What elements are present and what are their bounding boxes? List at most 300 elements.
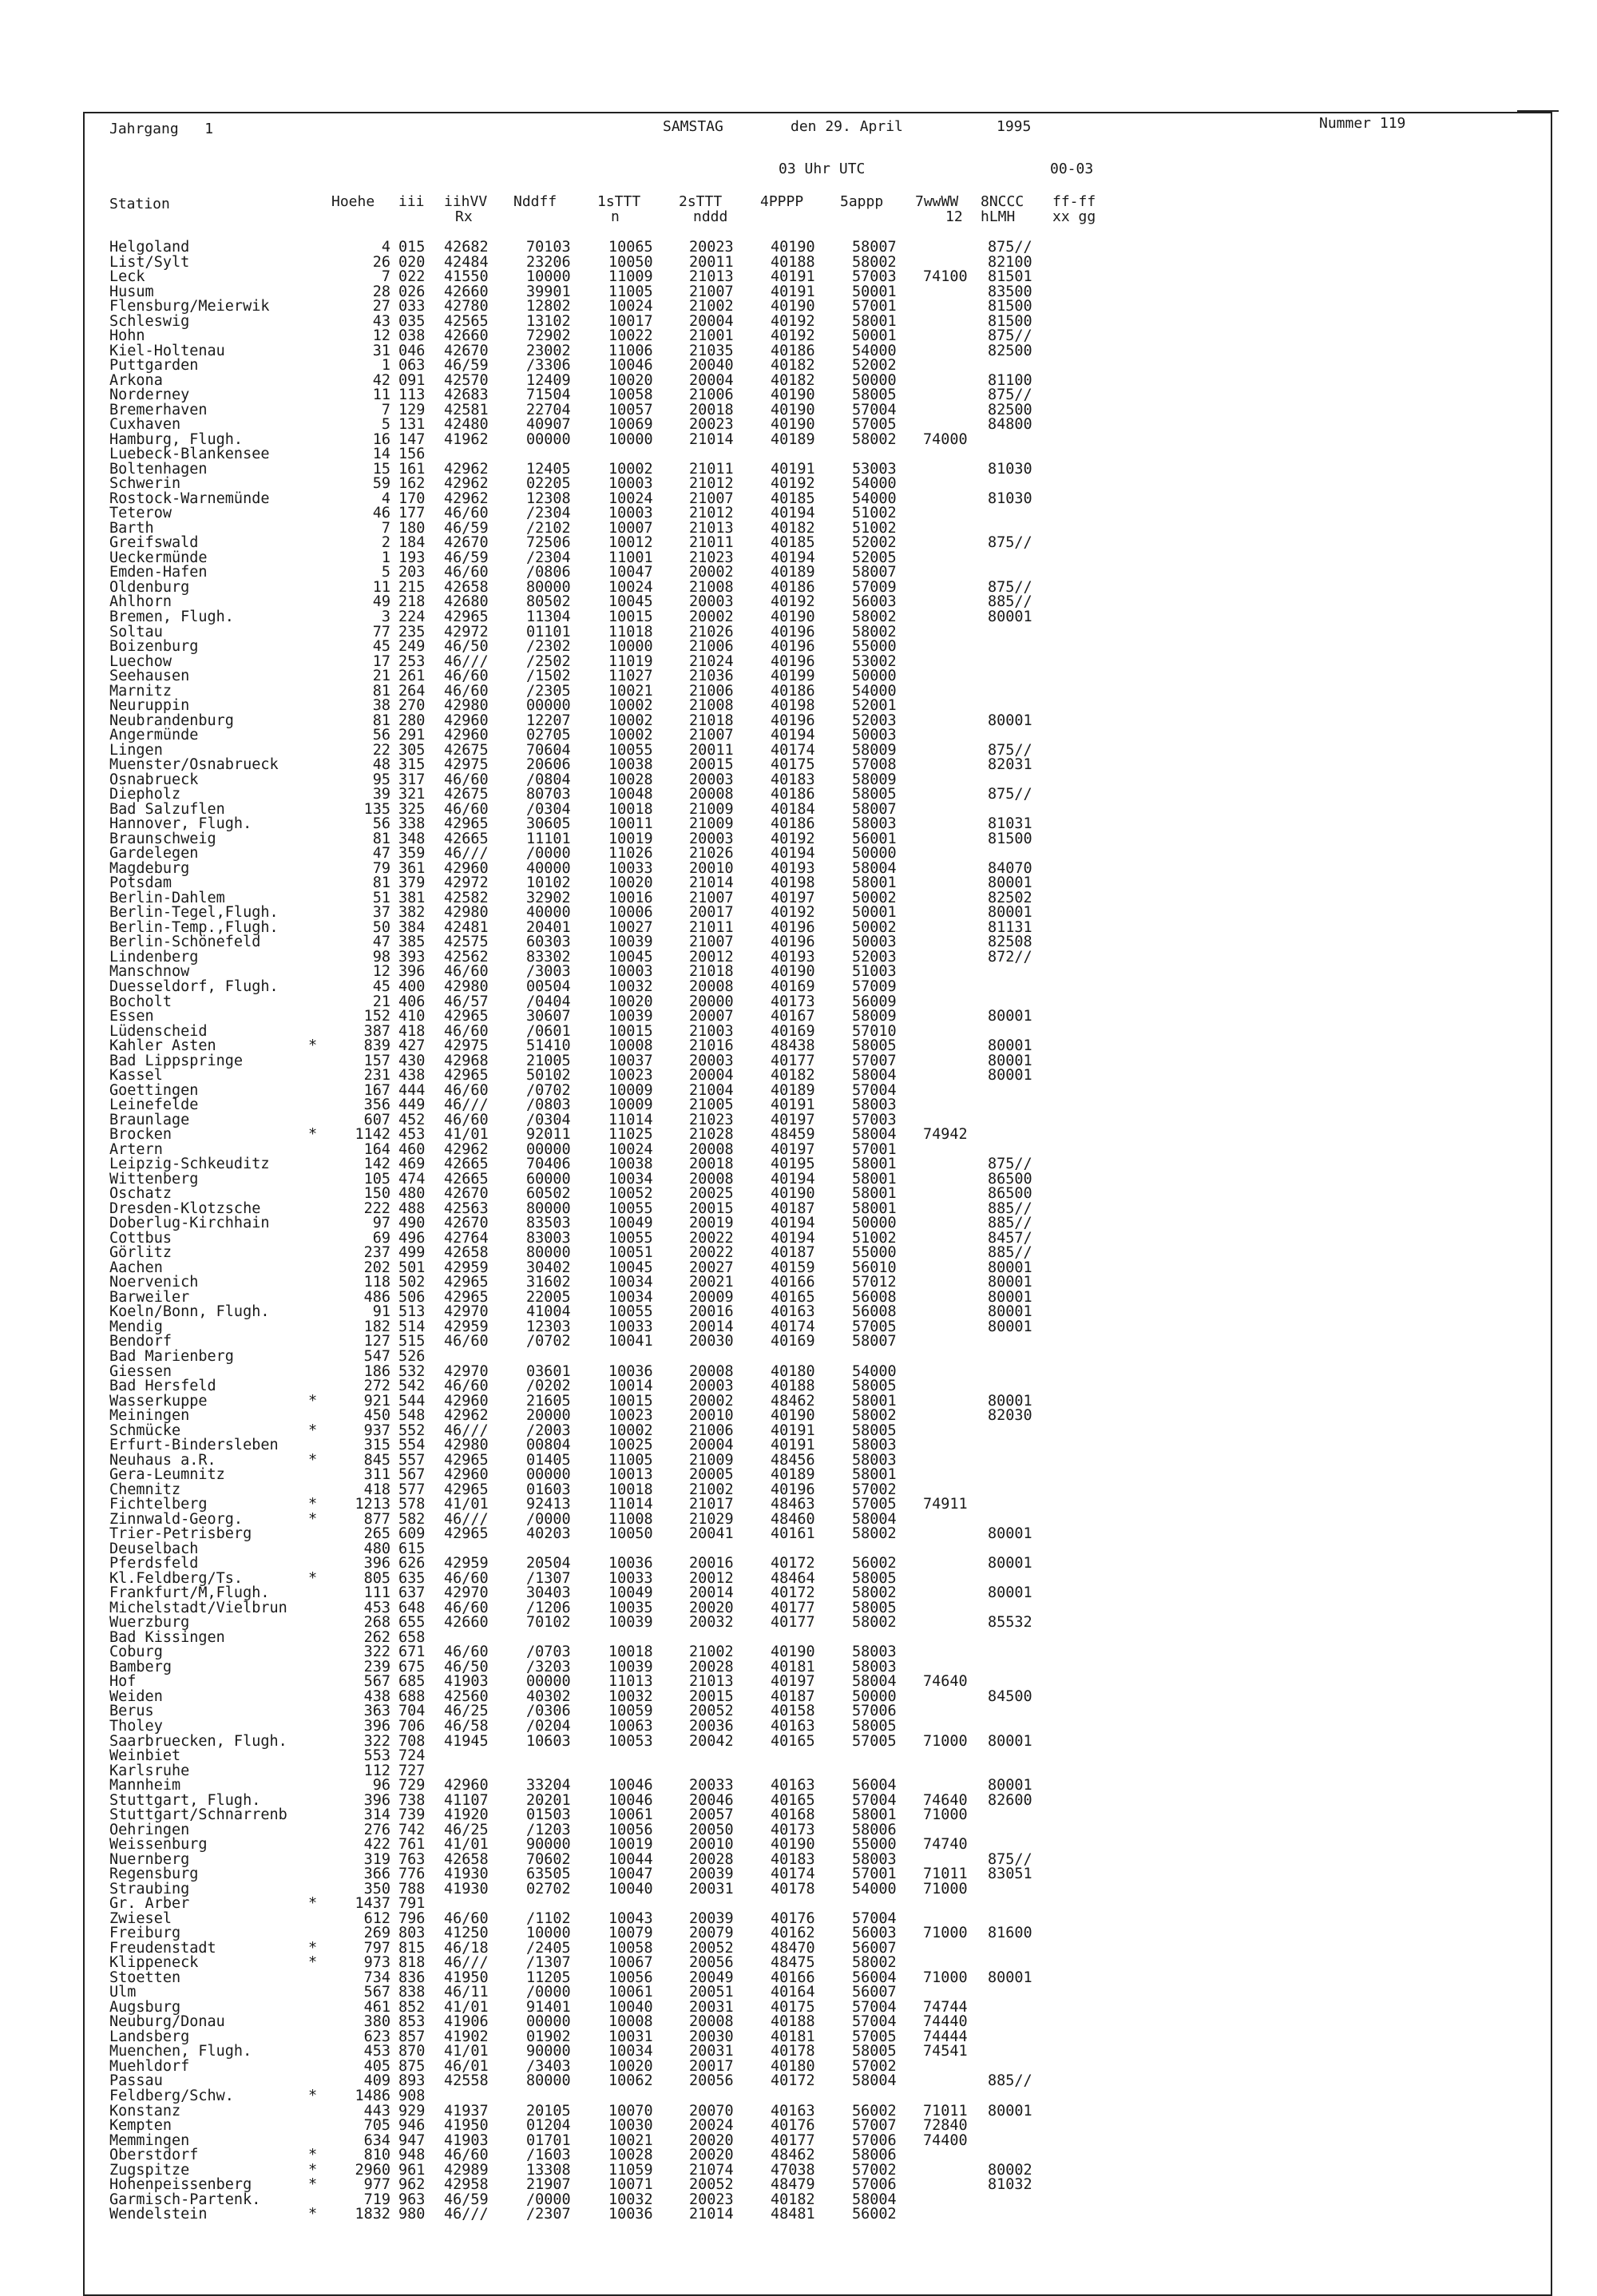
group-iihvv: 41/01 — [444, 1998, 489, 2016]
group-8nccc: 875// — [988, 741, 1032, 759]
group-2sttt: 21036 — [689, 668, 734, 685]
group-iihvv: 46/59 — [444, 357, 489, 375]
station-name: Rostock-Warnemünde — [109, 490, 270, 507]
group-nddff: 90000 — [526, 2043, 571, 2060]
group-nddff: 40302 — [526, 1687, 571, 1705]
station-id: 724 — [398, 1747, 426, 1765]
group-7wwww: 74640 — [923, 1791, 968, 1809]
group-1sttt: 10046 — [608, 1791, 653, 1809]
group-5appp: 52003 — [852, 712, 897, 729]
group-5appp: 57002 — [852, 2161, 897, 2179]
station-name: Meiningen — [109, 1407, 190, 1425]
group-5appp: 58001 — [852, 1806, 897, 1824]
group-2sttt: 20021 — [689, 1274, 734, 1291]
group-2sttt: 20024 — [689, 2117, 734, 2135]
group-nddff: 40907 — [526, 416, 571, 434]
mountain-station-marker: * — [308, 1569, 318, 1587]
mountain-station-marker: * — [308, 1392, 318, 1410]
group-2sttt: 21005 — [689, 1096, 734, 1114]
elevation: 553 — [363, 1747, 390, 1765]
station-name: Kassel — [109, 1067, 163, 1085]
group-iihvv: 46/60 — [444, 771, 489, 788]
group-2sttt: 20039 — [689, 1866, 734, 1883]
group-2sttt: 21007 — [689, 889, 734, 906]
station-id: 131 — [398, 416, 426, 434]
group-5appp: 57001 — [852, 1140, 897, 1158]
group-5appp: 57004 — [852, 2013, 897, 2031]
group-iihvv: 46/01 — [444, 2057, 489, 2075]
group-iihvv: 42980 — [444, 978, 489, 995]
group-iihvv: 42958 — [444, 2176, 489, 2194]
station-id: 496 — [398, 1229, 426, 1247]
group-iihvv: 46/59 — [444, 2191, 489, 2208]
station-name: Berlin-Dahlem — [109, 889, 225, 906]
station-name: Ahlhorn — [109, 593, 172, 611]
page-frame — [83, 112, 1552, 2296]
group-iihvv: 41950 — [444, 1969, 489, 1986]
group-iihvv: 46/57 — [444, 993, 489, 1010]
group-4pppp: 48479 — [771, 2176, 815, 2194]
group-1sttt: 10002 — [608, 697, 653, 715]
group-nddff: 00504 — [526, 978, 571, 995]
group-4pppp: 40188 — [771, 2013, 815, 2031]
group-4pppp: 40193 — [771, 948, 815, 966]
group-nddff: 60502 — [526, 1185, 571, 1203]
mountain-station-marker: * — [308, 1895, 318, 1913]
header-7wwww-sub: 12 — [945, 208, 963, 225]
station-id: 406 — [398, 993, 426, 1010]
group-4pppp: 40192 — [771, 904, 815, 922]
group-8nccc: 875// — [988, 578, 1032, 596]
station-name: Berlin-Temp.,Flugh. — [109, 918, 279, 936]
group-iihvv: 46/60 — [444, 963, 489, 981]
station-id: 609 — [398, 1525, 426, 1543]
group-nddff: 39901 — [526, 283, 571, 300]
group-1sttt: 10007 — [608, 519, 653, 537]
station-name: Görlitz — [109, 1244, 172, 1262]
elevation: 363 — [363, 1703, 390, 1720]
group-4pppp: 40192 — [771, 593, 815, 611]
group-4pppp: 40197 — [771, 889, 815, 906]
group-nddff: 70406 — [526, 1156, 571, 1173]
station-name: Michelstadt/Vielbrun — [109, 1599, 287, 1616]
elevation: 839 — [363, 1037, 390, 1055]
group-5appp: 57004 — [852, 1081, 897, 1099]
group-4pppp: 47038 — [771, 2161, 815, 2179]
station-name: Karlsruhe — [109, 1762, 190, 1779]
group-iihvv: 46/60 — [444, 668, 489, 685]
group-1sttt: 10034 — [608, 2043, 653, 2060]
group-2sttt: 20004 — [689, 1067, 734, 1085]
group-iihvv: 42962 — [444, 1407, 489, 1425]
group-5appp: 57009 — [852, 578, 897, 596]
station-name: Artern — [109, 1140, 163, 1158]
group-4pppp: 40185 — [771, 490, 815, 507]
station-id: 513 — [398, 1303, 426, 1321]
station-name: Chemnitz — [109, 1481, 181, 1498]
station-id: 727 — [398, 1762, 426, 1779]
group-5appp: 54000 — [852, 682, 897, 700]
group-1sttt: 10053 — [608, 1732, 653, 1750]
station-name: Erfurt-Bindersleben — [109, 1437, 279, 1454]
group-5appp: 58005 — [852, 1422, 897, 1439]
station-name: Muenster/Osnabrueck — [109, 756, 279, 774]
station-id: 490 — [398, 1215, 426, 1232]
header-8nccc-sub: hLMH — [981, 208, 1016, 225]
group-8nccc: 83500 — [988, 283, 1032, 300]
station-name: Bad Lippspringe — [109, 1052, 244, 1069]
group-nddff: /0703 — [526, 1644, 571, 1661]
group-nddff: 23002 — [526, 342, 571, 359]
group-8nccc: 80001 — [988, 1318, 1032, 1335]
group-8nccc: 84800 — [988, 416, 1032, 434]
group-1sttt: 10018 — [608, 1481, 653, 1498]
station-name: Regensburg — [109, 1866, 199, 1883]
station-name: Bendorf — [109, 1333, 172, 1350]
elevation: 27 — [372, 298, 390, 315]
station-name: Schmücke — [109, 1422, 181, 1439]
group-1sttt: 10033 — [608, 1318, 653, 1335]
station-id: 685 — [398, 1673, 426, 1691]
group-7wwww: 72840 — [923, 2117, 968, 2135]
station-name: Dresden-Klotzsche — [109, 1200, 261, 1217]
station-id: 469 — [398, 1156, 426, 1173]
station-id: 348 — [398, 830, 426, 847]
station-name: Hamburg, Flugh. — [109, 430, 244, 448]
group-5appp: 50001 — [852, 283, 897, 300]
group-iihvv: 42560 — [444, 1687, 489, 1705]
station-id: 474 — [398, 1170, 426, 1188]
group-1sttt: 10000 — [608, 638, 653, 656]
group-2sttt: 20033 — [689, 1777, 734, 1794]
group-8nccc: 82031 — [988, 756, 1032, 774]
group-2sttt: 21003 — [689, 1022, 734, 1040]
group-2sttt: 20003 — [689, 1378, 734, 1395]
station-id: 177 — [398, 505, 426, 522]
elevation: 350 — [363, 1880, 390, 1897]
group-4pppp: 40192 — [771, 830, 815, 847]
station-id: 961 — [398, 2161, 426, 2179]
elevation: 45 — [372, 638, 390, 656]
group-iihvv: 41962 — [444, 430, 489, 448]
station-name: Potsdam — [109, 874, 172, 892]
group-5appp: 57004 — [852, 1909, 897, 1927]
elevation: 16 — [372, 430, 390, 448]
group-2sttt: 21002 — [689, 1481, 734, 1498]
group-4pppp: 40175 — [771, 1998, 815, 2016]
elevation: 3 — [381, 609, 390, 625]
group-iihvv: 41/01 — [444, 1496, 489, 1513]
station-name: Diepholz — [109, 786, 181, 803]
group-iihvv: 46/60 — [444, 800, 489, 818]
station-id: 908 — [398, 2088, 426, 2104]
group-nddff: 12207 — [526, 712, 571, 729]
station-id: 382 — [398, 904, 426, 922]
group-1sttt: 10052 — [608, 1185, 653, 1203]
group-1sttt: 10009 — [608, 1081, 653, 1099]
elevation: 91 — [372, 1303, 390, 1321]
group-5appp: 51002 — [852, 519, 897, 537]
group-4pppp: 40194 — [771, 1170, 815, 1188]
group-5appp: 57003 — [852, 268, 897, 286]
group-iihvv: 42683 — [444, 387, 489, 404]
group-nddff: 91401 — [526, 1998, 571, 2016]
elevation: 1437 — [355, 1895, 390, 1913]
group-8nccc: 84500 — [988, 1687, 1032, 1705]
elevation: 17 — [372, 652, 390, 670]
station-id: 460 — [398, 1140, 426, 1158]
group-5appp: 50002 — [852, 889, 897, 906]
station-name: Muenchen, Flugh. — [109, 2043, 252, 2060]
elevation: 69 — [372, 1229, 390, 1247]
station-name: Helgoland — [109, 239, 190, 256]
group-iihvv: 42970 — [444, 1584, 489, 1602]
group-iihvv: 41107 — [444, 1791, 489, 1809]
group-4pppp: 40158 — [771, 1703, 815, 1720]
elevation: 81 — [372, 830, 390, 847]
group-iihvv: 41903 — [444, 2131, 489, 2149]
elevation: 314 — [363, 1806, 390, 1824]
group-2sttt: 20018 — [689, 1156, 734, 1173]
group-nddff: 40203 — [526, 1525, 571, 1543]
group-2sttt: 20049 — [689, 1969, 734, 1986]
group-nddff: 23206 — [526, 253, 571, 271]
group-2sttt: 20003 — [689, 830, 734, 847]
elevation: 5 — [381, 564, 390, 581]
group-iihvv: 46/60 — [444, 2147, 489, 2164]
group-5appp: 56002 — [852, 1555, 897, 1572]
group-2sttt: 20020 — [689, 2147, 734, 2164]
station-id: 552 — [398, 1422, 426, 1439]
group-iihvv: 42962 — [444, 1140, 489, 1158]
group-5appp: 58001 — [852, 312, 897, 330]
group-4pppp: 40196 — [771, 652, 815, 670]
group-2sttt: 21011 — [689, 460, 734, 478]
group-2sttt: 20012 — [689, 948, 734, 966]
group-4pppp: 48456 — [771, 1451, 815, 1469]
group-4pppp: 48481 — [771, 2206, 815, 2223]
group-4pppp: 40183 — [771, 771, 815, 788]
group-iihvv: 42660 — [444, 1614, 489, 1632]
group-1sttt: 10046 — [608, 1777, 653, 1794]
station-id: 502 — [398, 1274, 426, 1291]
group-4pppp: 40190 — [771, 1836, 815, 1854]
group-2sttt: 20050 — [689, 1821, 734, 1838]
station-name: Oberstdorf — [109, 2147, 199, 2164]
group-nddff: 01204 — [526, 2117, 571, 2135]
group-4pppp: 40194 — [771, 1215, 815, 1232]
station-name: Boizenburg — [109, 638, 199, 656]
group-iihvv: 42970 — [444, 1362, 489, 1380]
group-8nccc: 82508 — [988, 934, 1032, 951]
elevation: 135 — [363, 800, 390, 818]
group-4pppp: 40193 — [771, 859, 815, 877]
group-5appp: 51002 — [852, 1229, 897, 1247]
group-iihvv: 42575 — [444, 934, 489, 951]
group-5appp: 50000 — [852, 845, 897, 862]
group-8nccc: 80001 — [988, 1303, 1032, 1321]
group-nddff: /2304 — [526, 549, 571, 566]
group-2sttt: 21014 — [689, 874, 734, 892]
group-4pppp: 40188 — [771, 1378, 815, 1395]
group-1sttt: 11026 — [608, 845, 653, 862]
station-id: 063 — [398, 357, 426, 375]
station-name: Arkona — [109, 371, 163, 389]
group-4pppp: 40165 — [771, 1288, 815, 1306]
group-nddff: 21907 — [526, 2176, 571, 2194]
group-iihvv: 42960 — [444, 727, 489, 744]
group-4pppp: 40180 — [771, 1362, 815, 1380]
group-5appp: 54000 — [852, 475, 897, 493]
group-1sttt: 10039 — [608, 1614, 653, 1632]
group-2sttt: 20051 — [689, 1984, 734, 2001]
elevation: 705 — [363, 2117, 390, 2135]
group-1sttt: 10063 — [608, 1718, 653, 1735]
group-nddff: 00000 — [526, 2013, 571, 2031]
group-8nccc: 875// — [988, 786, 1032, 803]
group-4pppp: 40172 — [771, 2072, 815, 2090]
group-2sttt: 20002 — [689, 564, 734, 581]
group-4pppp: 40196 — [771, 934, 815, 951]
group-5appp: 58007 — [852, 800, 897, 818]
station-id: 675 — [398, 1658, 426, 1675]
station-id: 453 — [398, 1126, 426, 1144]
group-2sttt: 20052 — [689, 2176, 734, 2194]
elevation: 443 — [363, 2102, 390, 2120]
group-2sttt: 21023 — [689, 549, 734, 566]
station-id: 193 — [398, 549, 426, 566]
group-1sttt: 10040 — [608, 1880, 653, 1897]
group-2sttt: 20023 — [689, 416, 734, 434]
station-id: 648 — [398, 1599, 426, 1616]
group-2sttt: 20036 — [689, 1718, 734, 1735]
group-iihvv: 41906 — [444, 2013, 489, 2031]
group-1sttt: 10018 — [608, 1644, 653, 1661]
group-4pppp: 40196 — [771, 638, 815, 656]
group-1sttt: 10057 — [608, 401, 653, 418]
group-7wwww: 74911 — [923, 1496, 968, 1513]
group-8nccc: 80001 — [988, 609, 1032, 625]
station-name: Landsberg — [109, 2028, 190, 2045]
group-1sttt: 10067 — [608, 1954, 653, 1972]
group-1sttt: 10032 — [608, 2191, 653, 2208]
station-name: Manschnow — [109, 963, 190, 981]
group-nddff: 71504 — [526, 387, 571, 404]
elevation: 77 — [372, 623, 390, 640]
group-iihvv: 42972 — [444, 874, 489, 892]
group-2sttt: 20028 — [689, 1658, 734, 1675]
group-5appp: 58009 — [852, 1008, 897, 1025]
group-1sttt: 10028 — [608, 2147, 653, 2164]
group-7wwww: 71000 — [923, 1806, 968, 1824]
group-iihvv: 42675 — [444, 741, 489, 759]
station-id: 688 — [398, 1687, 426, 1705]
group-1sttt: 11025 — [608, 1126, 653, 1144]
group-1sttt: 10056 — [608, 1969, 653, 1986]
station-id: 853 — [398, 2013, 426, 2031]
group-8nccc: 80001 — [988, 1288, 1032, 1306]
group-4pppp: 40194 — [771, 505, 815, 522]
group-iihvv: 42665 — [444, 830, 489, 847]
station-name: Noervenich — [109, 1274, 199, 1291]
station-name: Straubing — [109, 1880, 190, 1897]
group-7wwww: 71000 — [923, 1925, 968, 1942]
group-2sttt: 20028 — [689, 1850, 734, 1868]
station-id: 215 — [398, 578, 426, 596]
group-nddff: 40000 — [526, 904, 571, 922]
station-name: Konstanz — [109, 2102, 181, 2120]
group-nddff: 21005 — [526, 1052, 571, 1069]
group-iihvv: 46/59 — [444, 549, 489, 566]
group-8nccc: 86500 — [988, 1170, 1032, 1188]
group-2sttt: 20003 — [689, 1052, 734, 1069]
group-nddff: 01603 — [526, 1481, 571, 1498]
group-7wwww: 74942 — [923, 1126, 968, 1144]
elevation: 12 — [372, 963, 390, 981]
group-nddff: 01701 — [526, 2131, 571, 2149]
group-5appp: 56004 — [852, 1969, 897, 1986]
group-5appp: 58003 — [852, 1850, 897, 1868]
station-id: 962 — [398, 2176, 426, 2194]
group-2sttt: 20018 — [689, 401, 734, 418]
group-4pppp: 48459 — [771, 1126, 815, 1144]
group-1sttt: 10009 — [608, 1096, 653, 1114]
station-name: Essen — [109, 1008, 154, 1025]
group-5appp: 58004 — [852, 2191, 897, 2208]
group-2sttt: 20046 — [689, 1791, 734, 1809]
group-1sttt: 10022 — [608, 327, 653, 345]
group-5appp: 57004 — [852, 1998, 897, 2016]
group-8nccc: 885// — [988, 1215, 1032, 1232]
group-1sttt: 10040 — [608, 1998, 653, 2016]
group-iihvv: 42972 — [444, 623, 489, 640]
group-nddff: /0806 — [526, 564, 571, 581]
group-2sttt: 20002 — [689, 1392, 734, 1410]
group-5appp: 58001 — [852, 1156, 897, 1173]
group-5appp: 58003 — [852, 1451, 897, 1469]
station-name: Stuttgart, Flugh. — [109, 1791, 261, 1809]
elevation: 47 — [372, 934, 390, 951]
group-4pppp: 40169 — [771, 978, 815, 995]
group-nddff: 13102 — [526, 312, 571, 330]
elevation: 272 — [363, 1378, 390, 1395]
group-8nccc: 80001 — [988, 1777, 1032, 1794]
station-id: 818 — [398, 1954, 426, 1972]
mountain-station-marker: * — [308, 1954, 318, 1972]
group-1sttt: 10014 — [608, 1378, 653, 1395]
group-nddff: /0000 — [526, 845, 571, 862]
year: 1995 — [997, 118, 1032, 135]
group-1sttt: 10012 — [608, 534, 653, 552]
group-8nccc: 81032 — [988, 2176, 1032, 2194]
group-8nccc: 82500 — [988, 401, 1032, 418]
elevation: 239 — [363, 1658, 390, 1675]
elevation: 623 — [363, 2028, 390, 2045]
group-iihvv: 42965 — [444, 1525, 489, 1543]
group-1sttt: 10003 — [608, 505, 653, 522]
group-nddff: /2102 — [526, 519, 571, 537]
group-4pppp: 40198 — [771, 874, 815, 892]
group-5appp: 58006 — [852, 1821, 897, 1838]
group-5appp: 58007 — [852, 239, 897, 256]
station-id: 379 — [398, 874, 426, 892]
group-2sttt: 21008 — [689, 578, 734, 596]
elevation: 4 — [381, 490, 390, 507]
group-iihvv: 42965 — [444, 1274, 489, 1291]
group-4pppp: 40186 — [771, 682, 815, 700]
header-ff: ff-ff — [1052, 193, 1096, 210]
station-name: Osnabrueck — [109, 771, 199, 788]
